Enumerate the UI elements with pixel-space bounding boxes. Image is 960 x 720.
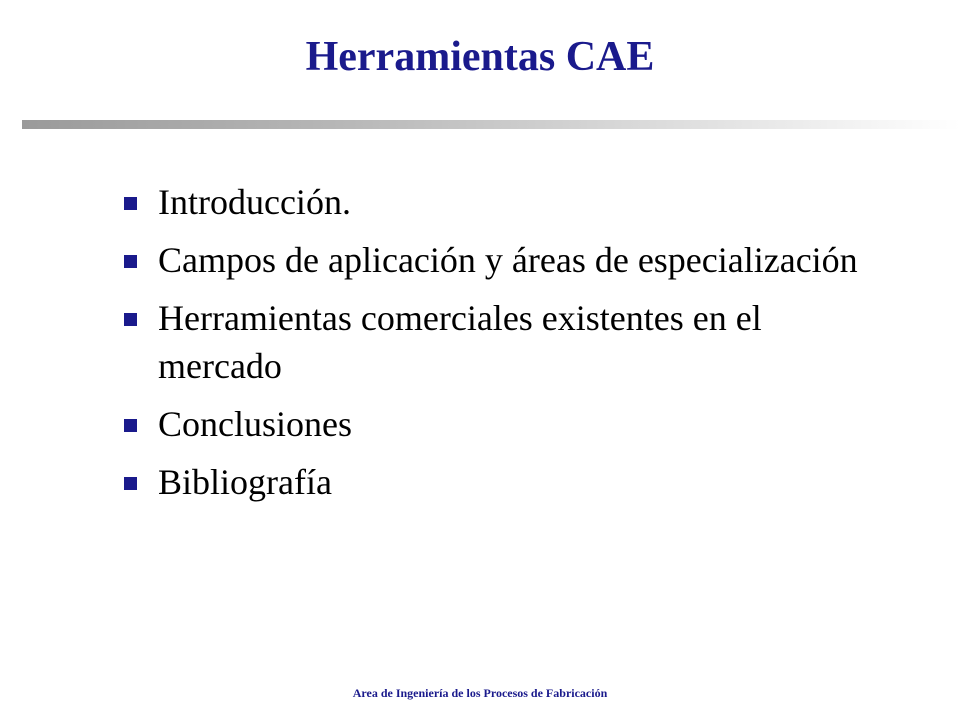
- bullet-item: [118, 178, 878, 226]
- bullet-text: Campos de aplicación y áreas de especialización: [158, 240, 858, 280]
- bullet-item: [118, 458, 878, 506]
- square-bullet-icon: [124, 477, 137, 490]
- title-divider: [22, 120, 960, 129]
- bullet-text: Bibliografía: [158, 462, 332, 502]
- bullet-text: Introducción.: [158, 182, 351, 222]
- bullet-text: Conclusiones: [158, 404, 352, 444]
- slide-footer: Area de Ingeniería de los Procesos de Fabricación: [352, 686, 608, 700]
- square-bullet-icon: [124, 313, 137, 326]
- square-bullet-icon: [124, 197, 137, 210]
- bullet-item: [118, 400, 878, 448]
- bullet-item: [118, 294, 878, 390]
- slide-title: Herramientas CAE: [305, 34, 655, 80]
- bullet-list: [118, 178, 878, 516]
- bullet-item: [118, 236, 878, 284]
- bullet-text: Herramientas comerciales existentes en el mercado: [158, 298, 762, 386]
- square-bullet-icon: [124, 255, 137, 268]
- square-bullet-icon: [124, 419, 137, 432]
